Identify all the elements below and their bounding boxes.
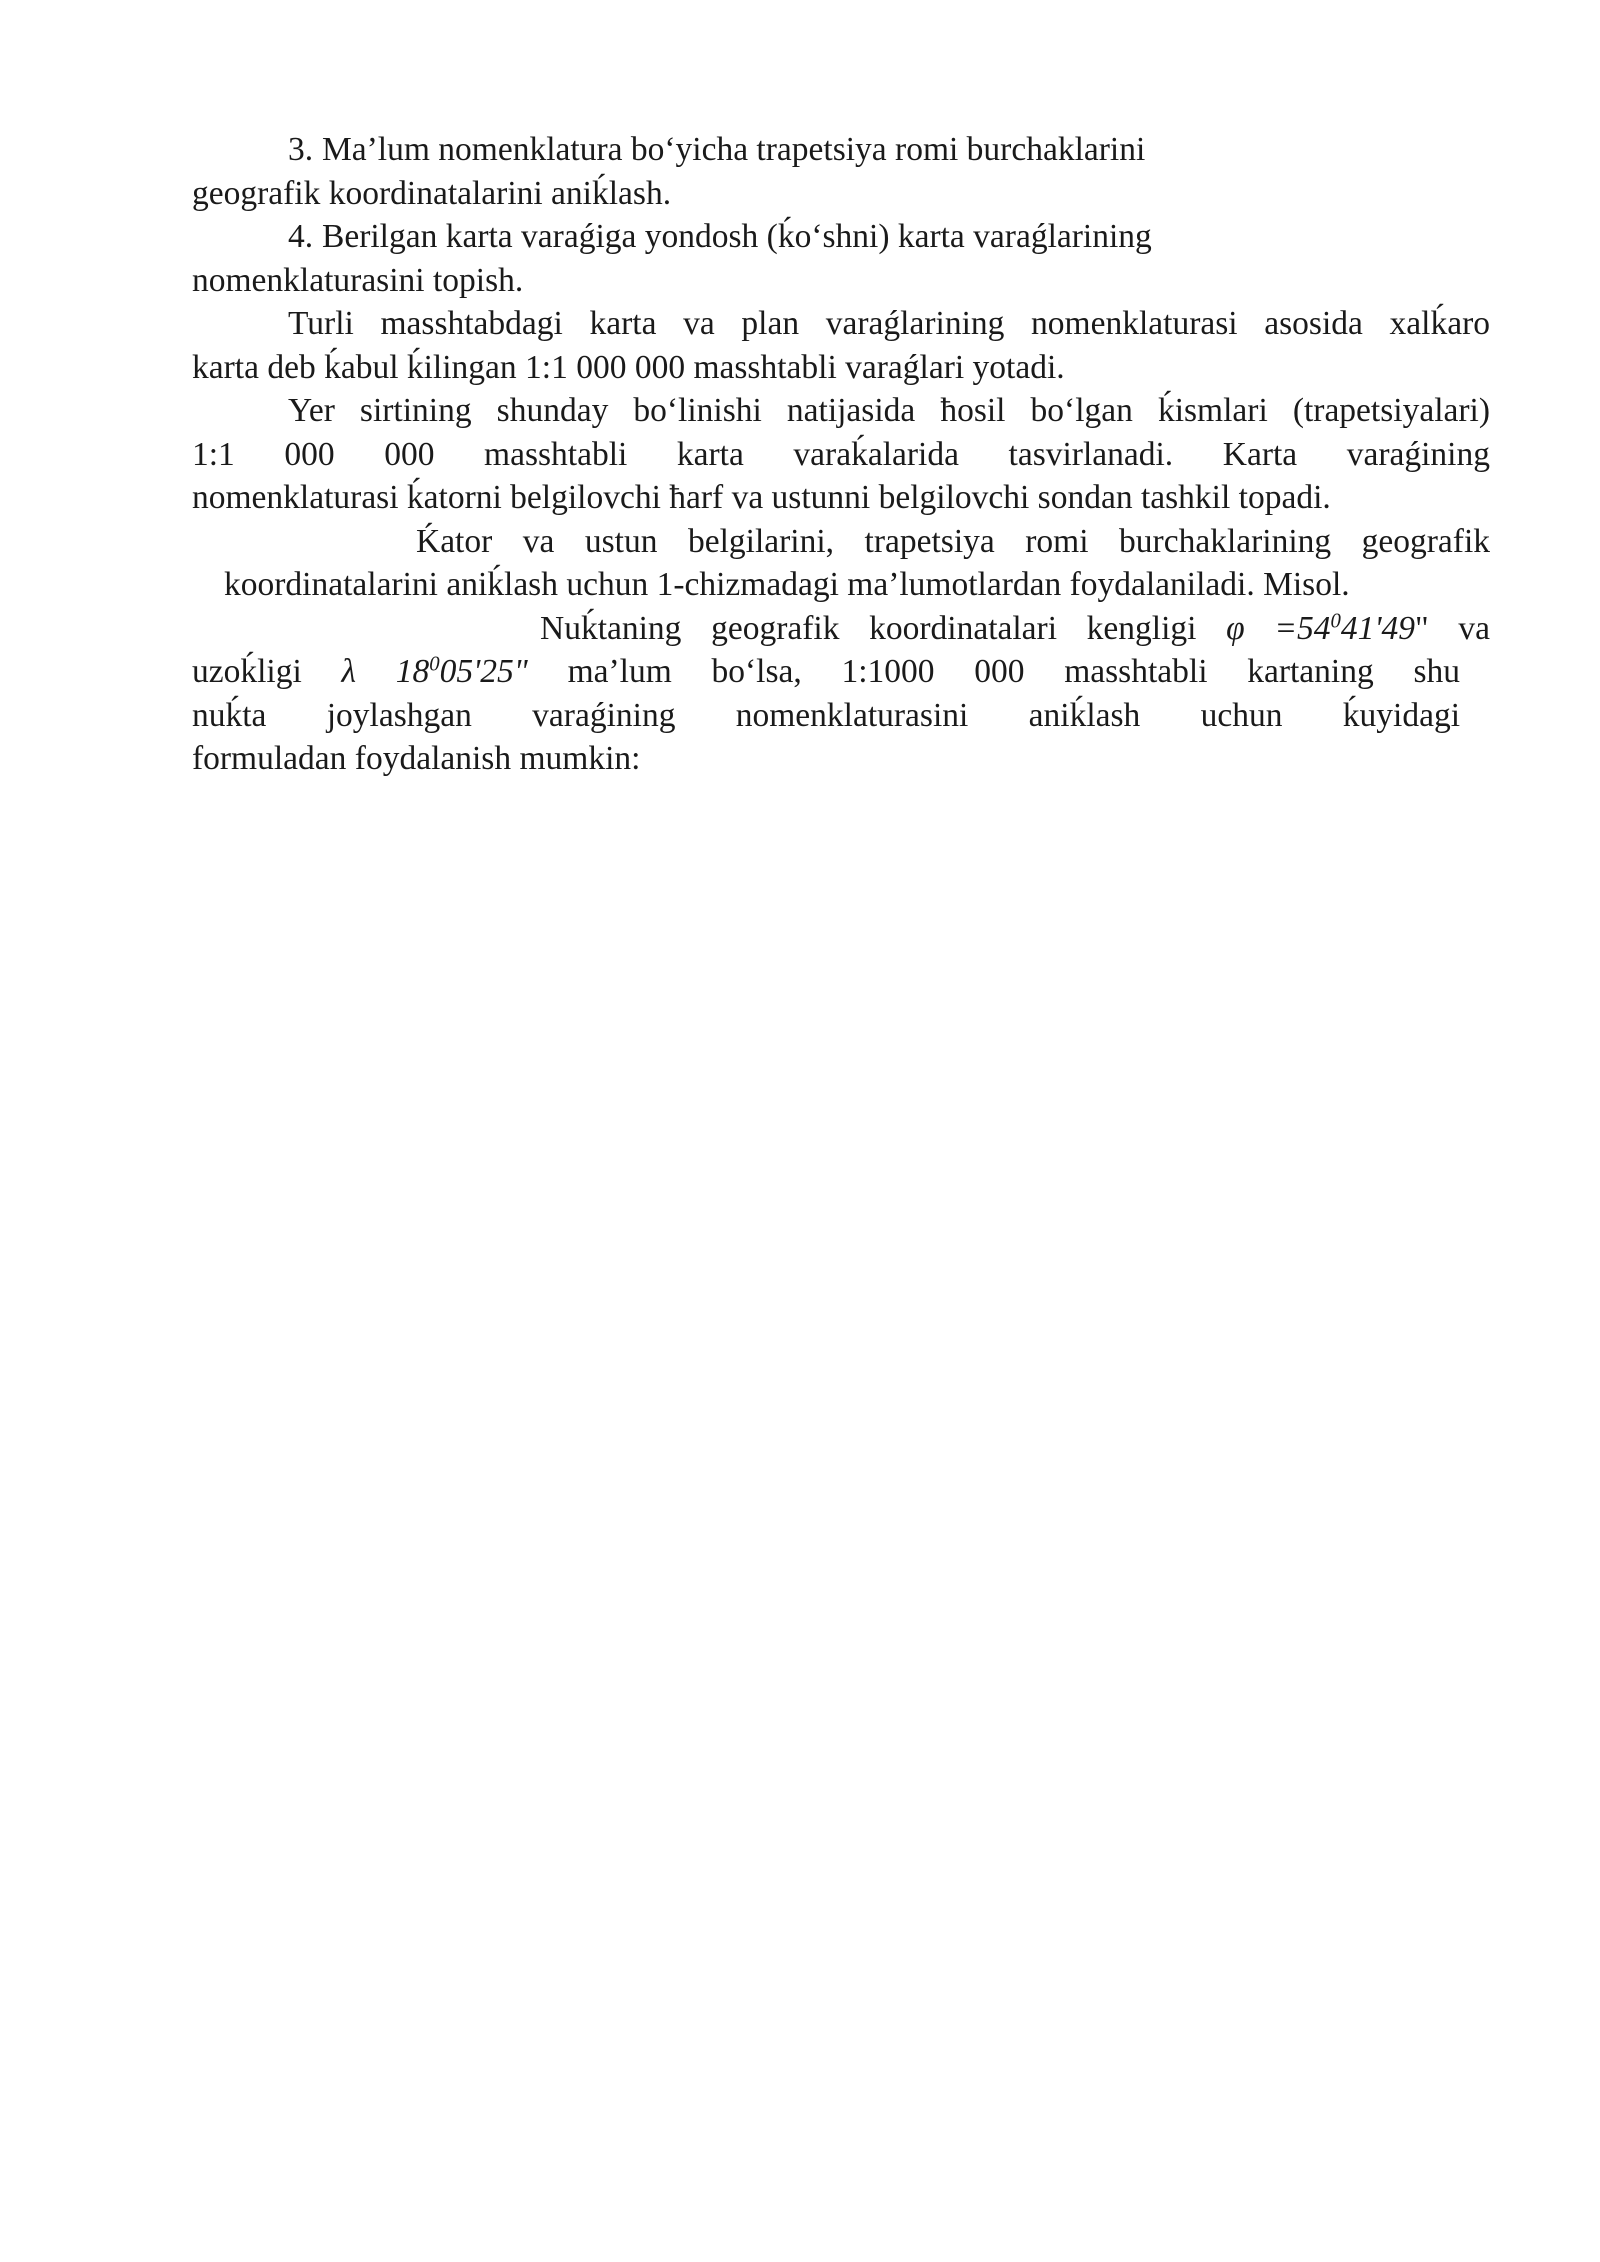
paragraph-4-line-1-text: Nuḱtaning geografik koordinatalari kengligi — [540, 609, 1197, 647]
document-body — [192, 128, 1490, 781]
paragraph-2-line-1: Yer sirtining shunday bo‘linishi natijasida ħosil bo‘lgan ḱismlari (trapetsiyalari) — [288, 392, 1490, 429]
latitude-minutes-seconds: 41'49 — [1340, 609, 1416, 647]
paragraph-4-line-1 — [192, 607, 1490, 651]
list-item-3-text: Ma’lum nomenklatura bo‘yicha trapetsiya romi burchaklarini — [322, 131, 1146, 168]
paragraph-3-line-2: koordinatalarini aniḱlash uchun 1-chizmadagi ma’lumotlardan foydalaniladi. Misol. — [224, 566, 1350, 603]
longitude-label: uzoḱligi — [192, 653, 302, 690]
latitude-degree-mark: 0 — [1330, 609, 1341, 633]
list-item-4-line-2: nomenklaturasini topish. — [192, 261, 524, 299]
paragraph-2-line-3: nomenklaturasi ḱatorni belgilovchi ħarf va ustunni belgilovchi sondan tashkil topadi. — [192, 479, 1331, 516]
paragraph-3-line-1: Ḱator va ustun belgilarini, trapetsiya romi burchaklarining geografik — [416, 522, 1490, 560]
list-item-4-number: 4. — [288, 218, 314, 255]
latitude-symbol: φ — [1226, 609, 1245, 647]
longitude-degree-mark: 0 — [429, 652, 440, 676]
paragraph-2-line-2: 1:1 000 000 masshtabli karta varaḱalarida tasvirlanadi. Karta varaǵining — [192, 435, 1490, 473]
longitude-minutes-seconds: 05'25" — [439, 653, 528, 690]
latitude-value — [1226, 610, 1415, 647]
longitude-degrees: 18 — [395, 653, 430, 690]
latitude-degrees: =54 — [1274, 609, 1331, 647]
paragraph-1-line-2: karta deb ḱabul ḱilingan 1:1 000 000 masshtabli varaǵlari yotadi. — [192, 348, 1065, 386]
list-item-4-line-1 — [192, 215, 1490, 259]
list-item-3-line-2: geografik koordinatalarini aniḱlash. — [192, 174, 672, 212]
latitude-end: " va — [1415, 609, 1491, 647]
list-item-3-number: 3. — [288, 131, 314, 168]
list-item-3-line-1 — [192, 128, 1490, 172]
longitude-symbol: λ — [341, 653, 357, 690]
paragraph-4-line-2 — [192, 650, 1460, 694]
paragraph-4-line-4: formuladan foydalanish mumkin: — [192, 740, 641, 777]
paragraph-1-line-1: Turli masshtabdagi karta va plan varaǵlarining nomenklaturasi asosida xalḱaro — [288, 305, 1490, 342]
longitude-value — [396, 653, 528, 690]
paragraph-4-line-3: nuḱta joylashgan varaǵining nomenklaturasini aniḱlash uchun ḱuyidagi — [192, 696, 1460, 734]
paragraph-4-line-2-end: ma’lum bo‘lsa, 1:1000 000 masshtabli kartaning shu — [567, 653, 1460, 690]
list-item-4-text: Berilgan karta varaǵiga yondosh (ḱo‘shni) karta varaǵlarining — [322, 218, 1152, 255]
